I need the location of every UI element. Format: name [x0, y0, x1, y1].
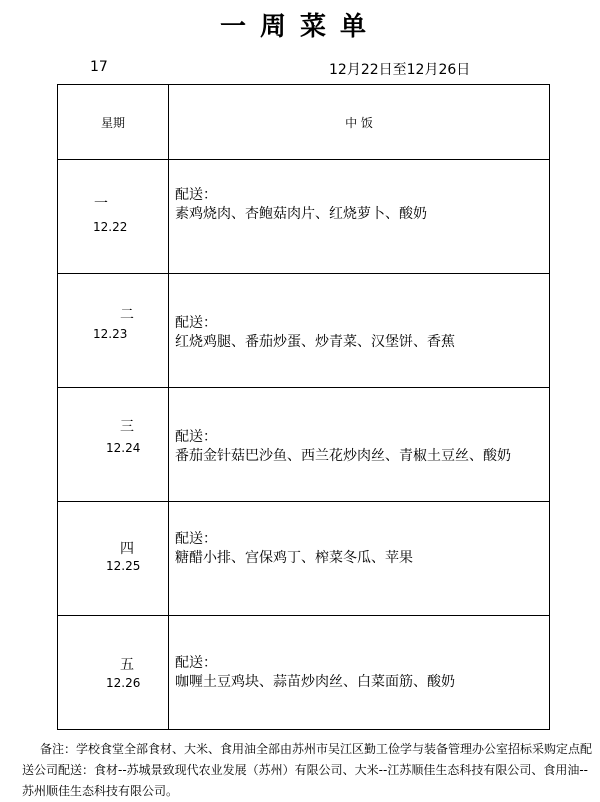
table-row [58, 616, 550, 730]
meal-cell [169, 160, 550, 274]
dishes-text: 番茄金针菇巴沙鱼、西兰花炒肉丝、青椒土豆丝、酸奶 [175, 448, 511, 464]
menu-table [57, 84, 550, 730]
date-range: 12月22日至12月26日 [329, 62, 471, 78]
meal-cell [169, 388, 550, 502]
meal-cell [169, 274, 550, 388]
delivery-label: 配送： [175, 655, 217, 671]
day-cell [58, 388, 169, 502]
day-cell [58, 616, 169, 730]
weekday-label: 四 [120, 541, 134, 557]
table-header-row [58, 85, 550, 160]
weekday-label: 一 [94, 196, 108, 212]
table-row [58, 274, 550, 388]
dishes-text: 红烧鸡腿、番茄炒蛋、炒青菜、汉堡饼、香蕉 [175, 334, 455, 350]
header-meal: 中 饭 [169, 85, 550, 160]
table-row [58, 388, 550, 502]
delivery-label: 配送： [175, 187, 217, 203]
meal-cell [169, 616, 550, 730]
date-label: 12.23 [93, 327, 128, 341]
dishes-text: 糖醋小排、宫保鸡丁、榨菜冬瓜、苹果 [175, 550, 413, 566]
delivery-label: 配送： [175, 531, 217, 547]
day-cell [58, 274, 169, 388]
weekday-label: 三 [120, 419, 134, 435]
weekday-label: 二 [120, 307, 134, 323]
header-day: 星期 [58, 85, 169, 160]
table-row [58, 502, 550, 616]
dishes-text: 素鸡烧肉、杏鲍菇肉片、红烧萝卜、酸奶 [175, 206, 427, 222]
week-number: 17 [90, 59, 108, 75]
date-label: 12.25 [106, 559, 141, 573]
date-label: 12.22 [93, 220, 128, 234]
page-title: 一周菜单 [219, 12, 380, 42]
day-cell [58, 502, 169, 616]
meal-cell [169, 502, 550, 616]
dishes-text: 咖喱土豆鸡块、蒜苗炒肉丝、白菜面筋、酸奶 [175, 674, 455, 690]
date-label: 12.24 [106, 441, 141, 455]
weekday-label: 五 [120, 657, 134, 673]
date-label: 12.26 [106, 676, 141, 690]
day-cell [58, 160, 169, 274]
table-row [58, 160, 550, 274]
remarks-note: 备注：学校食堂全部食材、大米、食用油全部由苏州市吴江区勤工俭学与装备管理办公室招标采购定点配送公司配送：食材--苏城景致现代农业发展（苏州）有限公司、大米--江苏顺佳生态科技有限公司、食用油--苏州顺佳生态科技有限公司。 [22, 742, 593, 798]
delivery-label: 配送： [175, 429, 217, 445]
delivery-label: 配送： [175, 315, 217, 331]
